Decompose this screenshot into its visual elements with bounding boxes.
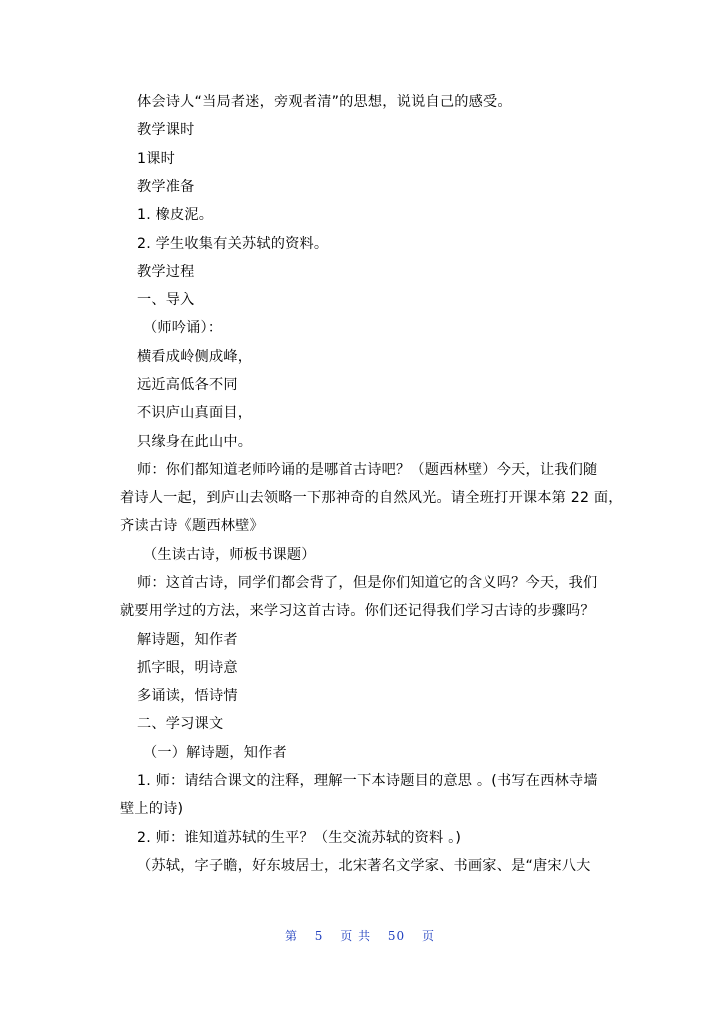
section-heading: 教学过程 bbox=[137, 264, 195, 280]
text-line: （生读古诗，师板书课题） bbox=[143, 547, 316, 563]
text-line: 体会诗人“当局者迷，旁观者清”的思想，说说自己的感受。 bbox=[137, 94, 512, 110]
text-line: （师吟诵）： bbox=[143, 320, 223, 336]
footer-suffix: 页 bbox=[422, 929, 436, 943]
paragraph-line: 师：你们都知道老师吟诵的是哪首古诗吧？（题西林壁）今天，让我们随 bbox=[137, 462, 598, 478]
footer-prefix: 第 bbox=[284, 929, 298, 943]
total-page-count: 50 bbox=[387, 929, 406, 943]
footer-middle: 页 共 bbox=[340, 929, 372, 943]
list-item: 抓字眼，明诗意 bbox=[137, 660, 238, 676]
poem-line: 只缘身在此山中。 bbox=[137, 434, 253, 450]
poem-line: 横看成岭侧成峰， bbox=[137, 349, 253, 365]
paragraph-line: 2. 师：谁知道苏轼的生平？（生交流苏轼的资料 。) bbox=[137, 830, 462, 846]
list-item: 2. 学生收集有关苏轼的资料。 bbox=[137, 236, 329, 252]
subsection-heading: （一）解诗题，知作者 bbox=[143, 745, 287, 761]
current-page-number: 5 bbox=[314, 929, 324, 943]
list-item: 1. 橡皮泥。 bbox=[137, 207, 214, 223]
paragraph-line: 壁上的诗) bbox=[120, 801, 184, 817]
list-item: 解诗题，知作者 bbox=[137, 632, 238, 648]
paragraph-line: 齐读古诗《题西林壁》 bbox=[120, 518, 264, 534]
section-heading: 一、导入 bbox=[137, 292, 195, 308]
paragraph-line: 师：这首古诗，同学们都会背了，但是你们知道它的含义吗？今天，我们 bbox=[137, 575, 598, 591]
paragraph-line: 1. 师：请结合课文的注释，理解一下本诗题目的意思 。(书写在西林寺墙 bbox=[137, 773, 598, 789]
list-item: 多诵读，悟诗情 bbox=[137, 688, 238, 704]
poem-line: 不识庐山真面目， bbox=[137, 405, 253, 421]
poem-line: 远近高低各不同 bbox=[137, 377, 238, 393]
paragraph-line: （苏轼，字子瞻，好东坡居士，北宋著名文学家、书画家、是“唐宋八大 bbox=[137, 858, 591, 874]
section-heading: 教学准备 bbox=[137, 179, 195, 195]
page-footer bbox=[0, 927, 720, 944]
paragraph-line: 着诗人一起，到庐山去领略一下那神奇的自然风光。请全班打开课本第 22 面， bbox=[120, 490, 623, 506]
paragraph-line: 就要用学过的方法，来学习这首古诗。你们还记得我们学习古诗的步骤吗？ bbox=[120, 603, 595, 619]
section-heading: 教学课时 bbox=[137, 122, 195, 138]
section-heading: 二、学习课文 bbox=[137, 716, 224, 732]
text-line: 1课时 bbox=[137, 151, 176, 167]
